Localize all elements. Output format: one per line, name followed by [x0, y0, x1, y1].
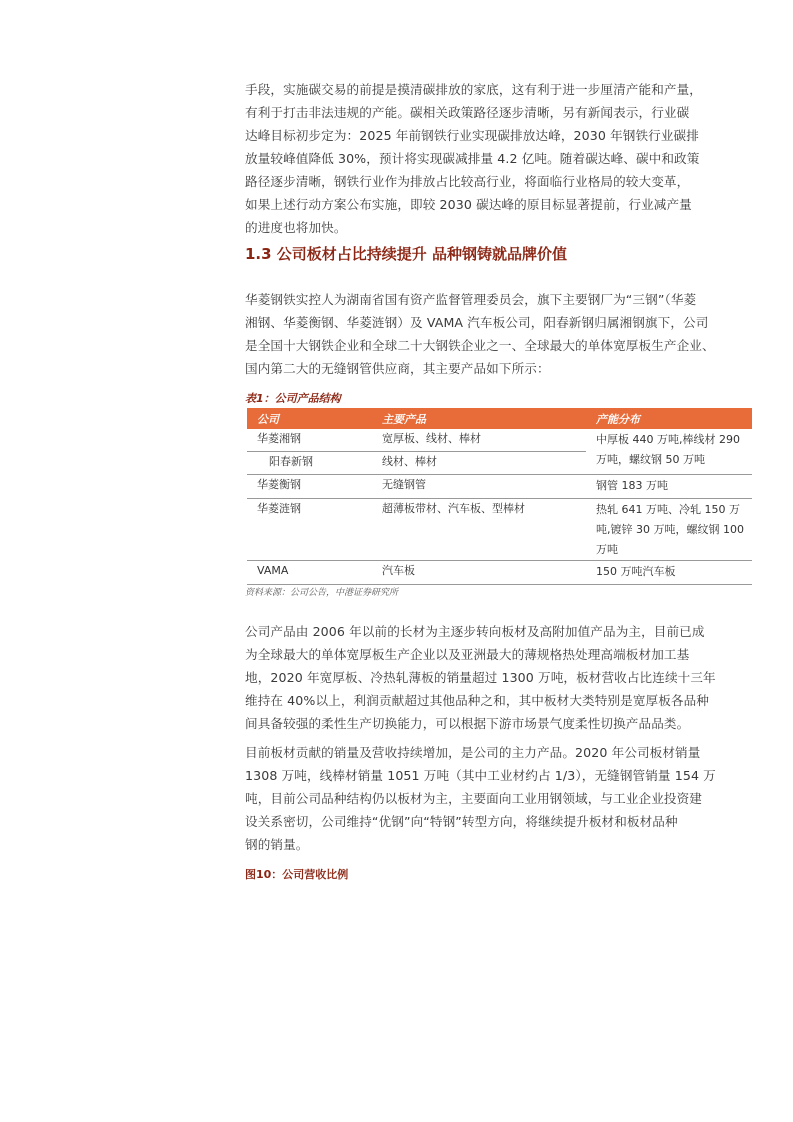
text-line: 吨，目前公司品种结构仍以板材为主，主要面向工业用钢领域，与工业企业投资建 — [245, 791, 702, 806]
text-line: 维持在 40%以上，利润贡献超过其他品种之和，其中板材大类特别是宽厚板各品种 — [245, 693, 709, 708]
cell-capacity — [586, 429, 752, 475]
text-line: 1308 万吨，线棒材销量 1051 万吨（其中工业材约占 1/3），无缝钢管销量 154 万 — [245, 768, 716, 783]
capacity-line: 中厚板 440 万吨,棒线材 290 — [596, 433, 740, 446]
header-products: 主要产品 — [372, 408, 586, 429]
text-line: 手段，实施碳交易的前提是摸清碳排放的家底，这有利于进一步厘清产能和产量， — [245, 82, 702, 97]
cell-capacity — [586, 499, 752, 561]
table-row — [247, 429, 752, 452]
text-line: 路径逐步清晰，钢铁行业作为排放占比较高行业，将面临行业格局的较大变革， — [245, 174, 690, 189]
header-company: 公司 — [247, 408, 372, 429]
text-line: 如果上述行动方案公布实施，即较 2030 碳达峰的原目标显著提前，行业减产量 — [245, 197, 692, 212]
cell-products: 线材、棒材 — [372, 452, 586, 475]
text-line: 放量较峰值降低 30%，预计将实现碳减排量 4.2 亿吨。随着碳达峰、碳中和政策 — [245, 151, 700, 166]
paragraph-carbon-policy — [245, 78, 749, 239]
paragraph-sales-volume — [245, 741, 749, 856]
text-line: 地，2020 年宽厚板、冷热轧薄板的销量超过 1300 万吨，板材营收占比连续十三年 — [245, 670, 716, 685]
paragraph-product-shift — [245, 620, 749, 735]
cell-products: 宽厚板、线材、棒材 — [382, 432, 481, 445]
text-line: 公司产品由 2006 年以前的长材为主逐步转向板材及高附加值产品为主，目前已成 — [245, 624, 705, 639]
capacity-line: 万吨 — [596, 543, 618, 556]
text-line: 设关系密切，公司维持“优钢”向“特钢”转型方向，将继续提升板材和板材品种 — [245, 814, 678, 829]
text-line: 有利于打击非法违规的产能。碳相关政策路径逐步清晰，另有新闻表示，行业碳 — [245, 105, 690, 120]
cell-company: 华菱衡钢 — [247, 475, 372, 499]
text-line: 目前板材贡献的销量及营收持续增加，是公司的主力产品。2020 年公司板材销量 — [245, 745, 701, 760]
header-capacity: 产能分布 — [586, 408, 752, 429]
text-line: 钢的销量。 — [245, 837, 309, 852]
text-line: 是全国十大钢铁企业和全球二十大钢铁企业之一、全球最大的单体宽厚板生产企业、 — [245, 338, 715, 353]
table-source-note: 资料来源：公司公告，中港证券研究所 — [245, 588, 399, 598]
cell-products: 超薄板带材、汽车板、型棒材 — [372, 499, 586, 561]
section-heading: 1.3 公司板材占比持续提升 品种钢铸就品牌价值 — [245, 245, 568, 263]
cell-company: 华菱涟钢 — [247, 499, 372, 561]
cell-products: 汽车板 — [372, 561, 586, 585]
capacity-line: 热轧 641 万吨、冷轧 150 万 — [596, 503, 740, 516]
text-line: 湘钢、华菱衡钢、华菱涟钢）及 VAMA 汽车板公司，阳春新钢归属湘钢旗下，公司 — [245, 315, 709, 330]
paragraph-company-intro — [245, 288, 749, 380]
table-row — [247, 499, 752, 561]
text-line: 达峰目标初步定为：2025 年前钢铁行业实现碳排放达峰，2030 年钢铁行业碳排 — [245, 128, 699, 143]
cell-capacity: 150 万吨汽车板 — [586, 561, 752, 585]
cell-capacity: 钢管 183 万吨 — [586, 475, 752, 499]
figure-caption: 图10：公司营收比例 — [245, 868, 349, 881]
table-header-row — [247, 408, 752, 429]
text-line: 国内第二大的无缝钢管供应商，其主要产品如下所示： — [245, 361, 550, 376]
text-line: 为全球最大的单体宽厚板生产企业以及亚洲最大的薄规格热处理高端板材加工基 — [245, 647, 690, 662]
cell-products: 无缝钢管 — [372, 475, 586, 499]
cell-company: VAMA — [247, 561, 372, 585]
text-line: 间具备较强的柔性生产切换能力，可以根据下游市场景气度柔性切换产品品类。 — [245, 716, 690, 731]
cell-company: 华菱湘钢 — [257, 432, 301, 445]
table-row — [247, 561, 752, 585]
cell-company: 阳春新钢 — [247, 452, 372, 475]
text-line: 的进度也将加快。 — [245, 220, 347, 235]
table-caption: 表1：公司产品结构 — [245, 392, 341, 405]
capacity-line: 万吨，螺纹钢 50 万吨 — [596, 453, 705, 466]
product-structure-table — [247, 408, 752, 585]
text-line: 华菱钢铁实控人为湖南省国有资产监督管理委员会，旗下主要钢厂为“三钢”（华菱 — [245, 292, 697, 307]
table-row — [247, 475, 752, 499]
capacity-line: 吨,镀锌 30 万吨，螺纹钢 100 — [596, 523, 744, 536]
